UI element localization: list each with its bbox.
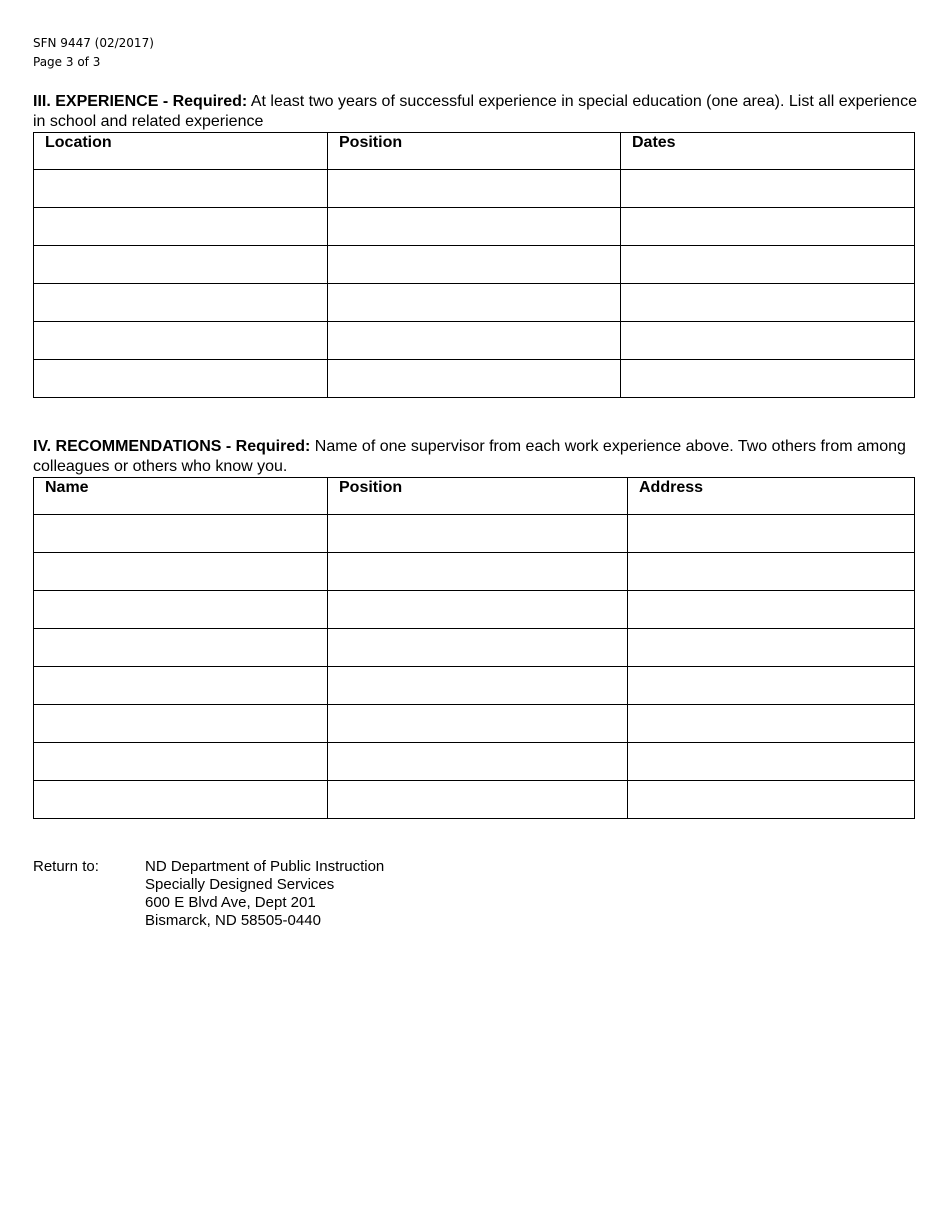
experience-col-position: Position — [328, 133, 621, 170]
recommendations-cell-name[interactable] — [34, 553, 328, 591]
recommendations-row — [34, 629, 915, 667]
recommendations-col-name: Name — [34, 478, 328, 515]
experience-heading-text: At least two years of successful experience in special education (one area). List all experience in school and related experience — [33, 93, 917, 130]
recommendations-cell-address[interactable] — [628, 591, 915, 629]
experience-table — [33, 132, 915, 398]
experience-cell-dates[interactable] — [621, 322, 915, 360]
experience-row — [34, 284, 915, 322]
recommendations-cell-position[interactable] — [328, 515, 628, 553]
experience-row — [34, 246, 915, 284]
experience-cell-location[interactable] — [34, 208, 328, 246]
return-address-line: Specially Designed Services — [145, 876, 335, 893]
recommendations-cell-name[interactable] — [34, 781, 328, 819]
recommendations-row — [34, 743, 915, 781]
experience-cell-location[interactable] — [34, 360, 328, 398]
recommendations-cell-position[interactable] — [328, 781, 628, 819]
experience-cell-dates[interactable] — [621, 170, 915, 208]
recommendations-cell-name[interactable] — [34, 629, 328, 667]
experience-cell-position[interactable] — [328, 360, 621, 398]
form-header — [33, 34, 154, 72]
recommendations-cell-address[interactable] — [628, 629, 915, 667]
experience-cell-position[interactable] — [328, 208, 621, 246]
recommendations-cell-position[interactable] — [328, 629, 628, 667]
experience-row — [34, 208, 915, 246]
experience-cell-position[interactable] — [328, 170, 621, 208]
recommendations-col-address: Address — [628, 478, 915, 515]
recommendations-cell-position[interactable] — [328, 591, 628, 629]
recommendations-cell-name[interactable] — [34, 705, 328, 743]
experience-row — [34, 170, 915, 208]
experience-cell-dates[interactable] — [621, 208, 915, 246]
recommendations-cell-name[interactable] — [34, 743, 328, 781]
recommendations-cell-address[interactable] — [628, 553, 915, 591]
recommendations-row — [34, 781, 915, 819]
recommendations-row — [34, 515, 915, 553]
recommendations-heading-text: Name of one supervisor from each work experience above. Two others from among colleagues or others who know you. — [33, 438, 906, 475]
page-number: Page 3 of 3 — [33, 55, 101, 69]
recommendations-heading — [33, 437, 918, 477]
experience-cell-position[interactable] — [328, 284, 621, 322]
recommendations-row — [34, 667, 915, 705]
recommendations-cell-name[interactable] — [34, 667, 328, 705]
experience-col-location: Location — [34, 133, 328, 170]
experience-cell-dates[interactable] — [621, 360, 915, 398]
recommendations-row — [34, 591, 915, 629]
experience-cell-dates[interactable] — [621, 246, 915, 284]
experience-col-dates: Dates — [621, 133, 915, 170]
recommendations-cell-name[interactable] — [34, 591, 328, 629]
experience-cell-location[interactable] — [34, 284, 328, 322]
experience-header-row — [34, 133, 915, 170]
experience-cell-position[interactable] — [328, 246, 621, 284]
return-address — [145, 858, 545, 930]
experience-cell-location[interactable] — [34, 170, 328, 208]
recommendations-cell-name[interactable] — [34, 515, 328, 553]
recommendations-cell-position[interactable] — [328, 667, 628, 705]
recommendations-cell-address[interactable] — [628, 667, 915, 705]
recommendations-cell-address[interactable] — [628, 781, 915, 819]
recommendations-cell-address[interactable] — [628, 515, 915, 553]
recommendations-table — [33, 477, 915, 819]
recommendations-cell-address[interactable] — [628, 743, 915, 781]
recommendations-row — [34, 705, 915, 743]
experience-cell-dates[interactable] — [621, 284, 915, 322]
recommendations-row — [34, 553, 915, 591]
return-address-line: ND Department of Public Instruction — [145, 858, 385, 875]
recommendations-heading-bold: IV. RECOMMENDATIONS - Required: — [33, 438, 311, 455]
experience-cell-position[interactable] — [328, 322, 621, 360]
experience-heading — [33, 92, 918, 132]
recommendations-cell-position[interactable] — [328, 705, 628, 743]
recommendations-header-row — [34, 478, 915, 515]
return-to-label: Return to: — [33, 858, 99, 875]
return-address-line: Bismarck, ND 58505-0440 — [145, 912, 321, 929]
form-number: SFN 9447 (02/2017) — [33, 36, 154, 50]
experience-row — [34, 360, 915, 398]
recommendations-col-position: Position — [328, 478, 628, 515]
experience-row — [34, 322, 915, 360]
recommendations-cell-position[interactable] — [328, 743, 628, 781]
recommendations-cell-address[interactable] — [628, 705, 915, 743]
return-address-line: 600 E Blvd Ave, Dept 201 — [145, 894, 316, 911]
experience-cell-location[interactable] — [34, 246, 328, 284]
experience-cell-location[interactable] — [34, 322, 328, 360]
experience-heading-bold: III. EXPERIENCE - Required: — [33, 93, 248, 110]
recommendations-cell-position[interactable] — [328, 553, 628, 591]
